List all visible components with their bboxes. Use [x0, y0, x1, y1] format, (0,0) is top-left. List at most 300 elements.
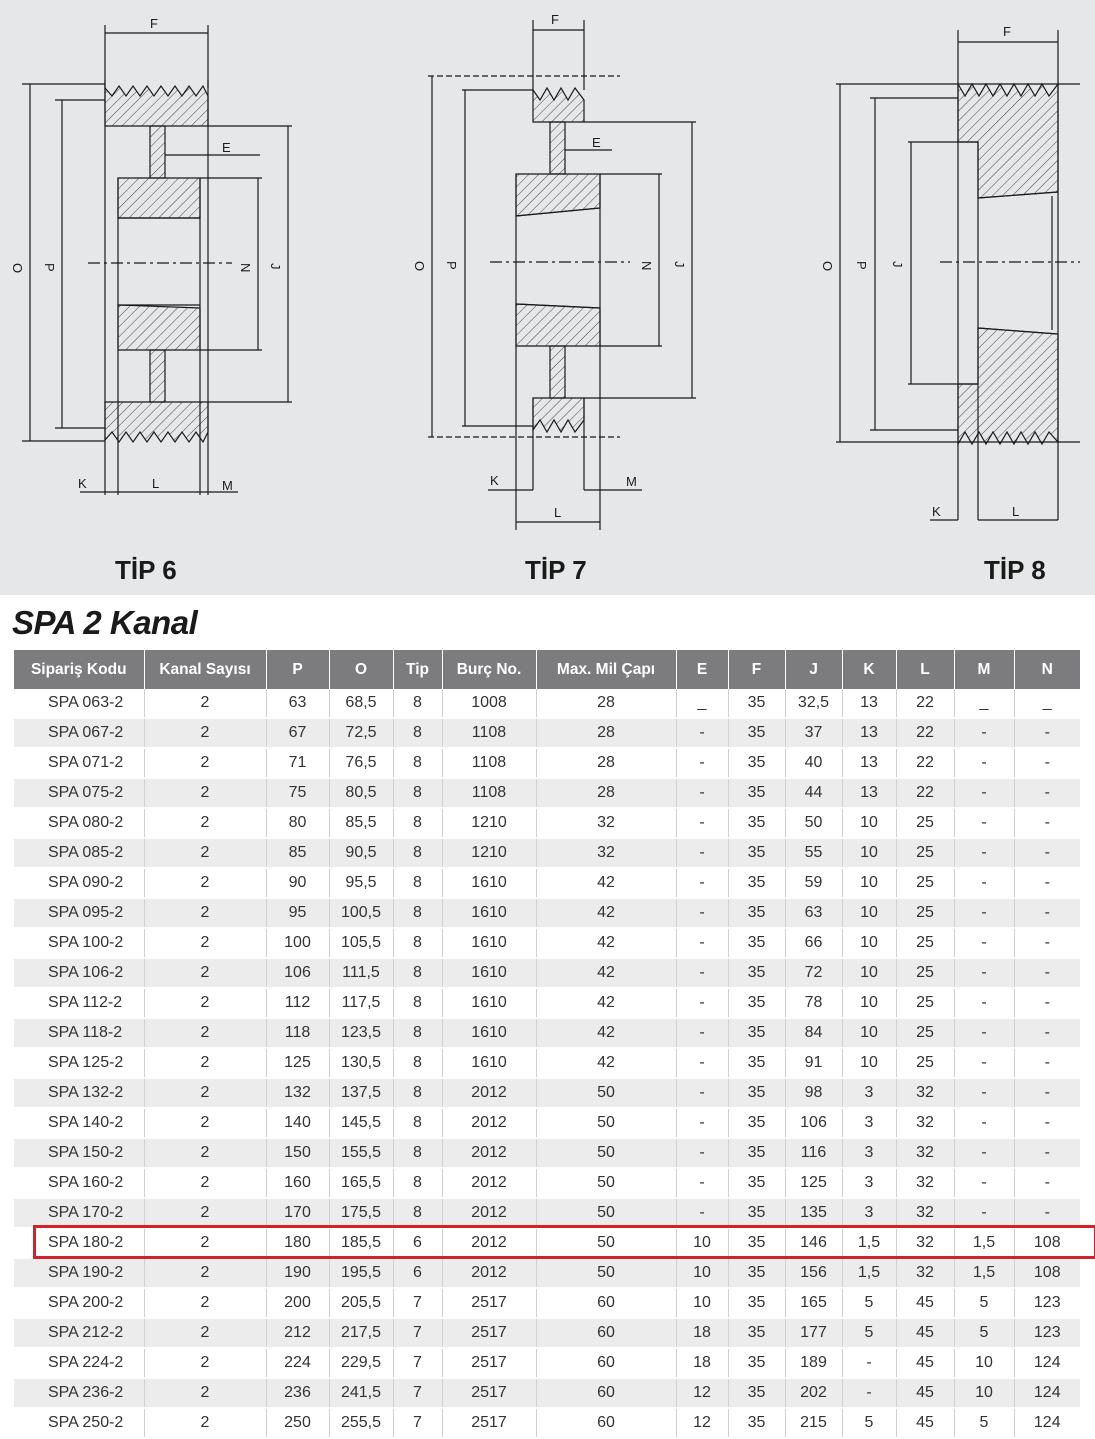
- table-cell: 108: [1014, 1258, 1080, 1288]
- table-cell: SPA 212-2: [14, 1318, 144, 1348]
- table-header-row: [14, 650, 1080, 689]
- table-cell: -: [954, 898, 1014, 928]
- table-cell: 18: [676, 1348, 728, 1378]
- table-cell: 8: [393, 868, 442, 898]
- table-cell: 2: [144, 1258, 266, 1288]
- tip7-dim-L: L: [554, 505, 562, 520]
- table-cell: 5: [842, 1408, 896, 1438]
- table-cell: 32: [896, 1168, 954, 1198]
- table-cell: 44: [785, 778, 842, 808]
- table-row: [14, 718, 1080, 748]
- table-cell: 60: [536, 1318, 676, 1348]
- table-cell: -: [676, 898, 728, 928]
- column-header: Burç No.: [442, 650, 536, 689]
- table-cell: 13: [842, 718, 896, 748]
- table-cell: 1108: [442, 778, 536, 808]
- table-cell: 2: [144, 1168, 266, 1198]
- table-cell: 22: [896, 689, 954, 718]
- table-cell: 146: [785, 1228, 842, 1258]
- table-cell: -: [676, 988, 728, 1018]
- table-cell: 95: [266, 898, 329, 928]
- table-cell: 1610: [442, 1048, 536, 1078]
- table-cell: -: [676, 718, 728, 748]
- table-cell: 84: [785, 1018, 842, 1048]
- table-row: [14, 928, 1080, 958]
- table-cell: 85,5: [329, 808, 393, 838]
- table-cell: 25: [896, 808, 954, 838]
- table-cell: SPA 080-2: [14, 808, 144, 838]
- table-cell: 35: [728, 748, 785, 778]
- table-cell: 125: [266, 1048, 329, 1078]
- table-cell: 2012: [442, 1078, 536, 1108]
- table-cell: 42: [536, 898, 676, 928]
- table-row: [14, 1048, 1080, 1078]
- table-cell: 135: [785, 1198, 842, 1228]
- table-cell: 10: [842, 898, 896, 928]
- table-cell: SPA 125-2: [14, 1048, 144, 1078]
- table-cell: 2: [144, 1408, 266, 1438]
- table-cell: -: [1014, 1048, 1080, 1078]
- table-cell: SPA 118-2: [14, 1018, 144, 1048]
- table-cell: 32,5: [785, 689, 842, 718]
- table-cell: 205,5: [329, 1288, 393, 1318]
- tip6-dim-L: L: [152, 476, 160, 491]
- table-cell: 25: [896, 928, 954, 958]
- table-cell: 59: [785, 868, 842, 898]
- table-cell: _: [1014, 689, 1080, 718]
- table-cell: -: [842, 1378, 896, 1408]
- table-cell: 67: [266, 718, 329, 748]
- table-cell: 165: [785, 1288, 842, 1318]
- table-cell: 185,5: [329, 1228, 393, 1258]
- table-cell: 2: [144, 988, 266, 1018]
- column-header: E: [676, 650, 728, 689]
- table-cell: 28: [536, 778, 676, 808]
- table-cell: 37: [785, 718, 842, 748]
- tip6-drawing: [22, 25, 292, 495]
- table-cell: 5: [954, 1408, 1014, 1438]
- table-cell: 2: [144, 1018, 266, 1048]
- table-cell: SPA 180-2: [14, 1228, 144, 1258]
- table-row: [14, 958, 1080, 988]
- table-cell: 42: [536, 958, 676, 988]
- table-cell: _: [954, 689, 1014, 718]
- table-row: [14, 1378, 1080, 1408]
- tip6-dim-F: F: [150, 16, 158, 31]
- table-cell: 1610: [442, 898, 536, 928]
- table-cell: 2: [144, 1378, 266, 1408]
- table-cell: -: [1014, 718, 1080, 748]
- table-cell: 8: [393, 898, 442, 928]
- column-header: Max. Mil Çapı: [536, 650, 676, 689]
- table-cell: 1,5: [954, 1228, 1014, 1258]
- table-cell: 80: [266, 808, 329, 838]
- table-cell: 2517: [442, 1288, 536, 1318]
- table-cell: 35: [728, 1408, 785, 1438]
- table-cell: 71: [266, 748, 329, 778]
- tip8-dim-L: L: [1012, 504, 1020, 519]
- tip8-drawing: [836, 30, 1080, 520]
- table-cell: 112: [266, 988, 329, 1018]
- column-header: Kanal Sayısı: [144, 650, 266, 689]
- table-cell: 7: [393, 1348, 442, 1378]
- table-row: [14, 808, 1080, 838]
- column-header: Tip: [393, 650, 442, 689]
- table-cell: 28: [536, 689, 676, 718]
- table-cell: 91: [785, 1048, 842, 1078]
- table-cell: -: [676, 1048, 728, 1078]
- table-cell: 35: [728, 928, 785, 958]
- table-cell: 35: [728, 958, 785, 988]
- table-cell: 123: [1014, 1288, 1080, 1318]
- table-cell: 155,5: [329, 1138, 393, 1168]
- table-cell: 215: [785, 1408, 842, 1438]
- table-cell: 32: [896, 1078, 954, 1108]
- table-row: [14, 778, 1080, 808]
- table-row: [14, 1318, 1080, 1348]
- table-body: [14, 689, 1080, 1438]
- table-cell: 255,5: [329, 1408, 393, 1438]
- table-cell: 8: [393, 1078, 442, 1108]
- table-cell: 2517: [442, 1348, 536, 1378]
- table-cell: 202: [785, 1378, 842, 1408]
- table-cell: 118: [266, 1018, 329, 1048]
- table-cell: -: [1014, 748, 1080, 778]
- table-cell: 10: [676, 1288, 728, 1318]
- table-cell: 10: [842, 838, 896, 868]
- table-cell: SPA 085-2: [14, 838, 144, 868]
- table-cell: 1,5: [842, 1228, 896, 1258]
- table-cell: 130,5: [329, 1048, 393, 1078]
- table-cell: 50: [785, 808, 842, 838]
- table-cell: 35: [728, 1258, 785, 1288]
- table-cell: 100: [266, 928, 329, 958]
- table-cell: 2012: [442, 1198, 536, 1228]
- table-row: [14, 1408, 1080, 1438]
- table-cell: 35: [728, 689, 785, 718]
- table-cell: 10: [842, 988, 896, 1018]
- table-cell: -: [676, 1198, 728, 1228]
- table-cell: SPA 075-2: [14, 778, 144, 808]
- tip8-dim-F: F: [1003, 24, 1011, 39]
- table-cell: 3: [842, 1108, 896, 1138]
- table-cell: 10: [676, 1258, 728, 1288]
- diagram-panel: [0, 0, 1095, 595]
- tip7-dim-M: M: [626, 474, 637, 489]
- table-cell: -: [954, 748, 1014, 778]
- table-cell: 32: [896, 1108, 954, 1138]
- table-cell: 10: [842, 958, 896, 988]
- table-cell: -: [1014, 1108, 1080, 1138]
- table-cell: -: [676, 1018, 728, 1048]
- table-row: [14, 988, 1080, 1018]
- column-header: Sipariş Kodu: [14, 650, 144, 689]
- table-cell: 78: [785, 988, 842, 1018]
- table-cell: 2: [144, 808, 266, 838]
- table-cell: 1108: [442, 718, 536, 748]
- table-cell: 8: [393, 1018, 442, 1048]
- table-cell: SPA 112-2: [14, 988, 144, 1018]
- table-cell: 18: [676, 1318, 728, 1348]
- table-cell: 190: [266, 1258, 329, 1288]
- table-cell: 35: [728, 1318, 785, 1348]
- tip8-dim-O: O: [820, 261, 835, 272]
- table-cell: 241,5: [329, 1378, 393, 1408]
- table-cell: -: [1014, 898, 1080, 928]
- table-cell: 3: [842, 1168, 896, 1198]
- table-cell: 35: [728, 838, 785, 868]
- tip7-dim-O: O: [412, 261, 427, 272]
- table-cell: 13: [842, 689, 896, 718]
- table-cell: SPA 063-2: [14, 689, 144, 718]
- table-cell: 10: [842, 868, 896, 898]
- tip8-dim-K: K: [932, 504, 941, 519]
- table-cell: 42: [536, 868, 676, 898]
- table-row: [14, 868, 1080, 898]
- table-cell: 6: [393, 1258, 442, 1288]
- table-cell: 2012: [442, 1108, 536, 1138]
- table-cell: 7: [393, 1408, 442, 1438]
- table-cell: 10: [842, 1018, 896, 1048]
- table-cell: 35: [728, 778, 785, 808]
- table-cell: 80,5: [329, 778, 393, 808]
- table-cell: 13: [842, 748, 896, 778]
- table-cell: 35: [728, 1108, 785, 1138]
- table-row: [14, 1288, 1080, 1318]
- table-cell: 35: [728, 1288, 785, 1318]
- table-cell: 145,5: [329, 1108, 393, 1138]
- table-cell: -: [1014, 1198, 1080, 1228]
- table-cell: 95,5: [329, 868, 393, 898]
- table-cell: 123: [1014, 1318, 1080, 1348]
- table-cell: 68,5: [329, 689, 393, 718]
- table-cell: 165,5: [329, 1168, 393, 1198]
- table-cell: SPA 095-2: [14, 898, 144, 928]
- table-cell: 10: [954, 1348, 1014, 1378]
- tip6-dim-K: K: [78, 476, 87, 491]
- table-cell: 35: [728, 1228, 785, 1258]
- table-cell: SPA 100-2: [14, 928, 144, 958]
- table-cell: 160: [266, 1168, 329, 1198]
- table-cell: 35: [728, 1198, 785, 1228]
- table-cell: -: [954, 1108, 1014, 1138]
- table-cell: -: [1014, 868, 1080, 898]
- table-cell: 175,5: [329, 1198, 393, 1228]
- table-cell: 50: [536, 1168, 676, 1198]
- spec-table: [14, 650, 1080, 1439]
- table-cell: 150: [266, 1138, 329, 1168]
- tip6-dim-P: P: [42, 263, 57, 272]
- table-cell: 7: [393, 1378, 442, 1408]
- table-cell: -: [954, 718, 1014, 748]
- table-row: [14, 1198, 1080, 1228]
- table-cell: 22: [896, 748, 954, 778]
- table-cell: 25: [896, 958, 954, 988]
- table-cell: 116: [785, 1138, 842, 1168]
- table-cell: 50: [536, 1258, 676, 1288]
- table-cell: 42: [536, 928, 676, 958]
- table-cell: 85: [266, 838, 329, 868]
- table-cell: 3: [842, 1198, 896, 1228]
- table-cell: 140: [266, 1108, 329, 1138]
- table-cell: 12: [676, 1378, 728, 1408]
- table-cell: 2012: [442, 1138, 536, 1168]
- table-cell: 8: [393, 778, 442, 808]
- table-cell: 100,5: [329, 898, 393, 928]
- table-cell: 1,5: [954, 1258, 1014, 1288]
- table-cell: -: [954, 1048, 1014, 1078]
- table-cell: -: [676, 838, 728, 868]
- table-cell: 32: [896, 1138, 954, 1168]
- table-cell: -: [954, 988, 1014, 1018]
- column-header: M: [954, 650, 1014, 689]
- table-cell: 32: [896, 1198, 954, 1228]
- table-cell: 2: [144, 1318, 266, 1348]
- table-cell: 32: [536, 838, 676, 868]
- table-cell: -: [1014, 928, 1080, 958]
- table-cell: 170: [266, 1198, 329, 1228]
- table-cell: 35: [728, 868, 785, 898]
- table-cell: -: [676, 808, 728, 838]
- table-cell: -: [676, 778, 728, 808]
- table-cell: -: [676, 928, 728, 958]
- table-cell: 2: [144, 898, 266, 928]
- table-cell: 6: [393, 1228, 442, 1258]
- table-cell: 45: [896, 1318, 954, 1348]
- tip8-dim-J: J: [890, 261, 905, 268]
- table-cell: SPA 224-2: [14, 1348, 144, 1378]
- table-cell: 60: [536, 1408, 676, 1438]
- table-cell: 180: [266, 1228, 329, 1258]
- table-cell: SPA 170-2: [14, 1198, 144, 1228]
- table-cell: 8: [393, 689, 442, 718]
- table-cell: 10: [842, 1048, 896, 1078]
- table-cell: 60: [536, 1288, 676, 1318]
- table-cell: SPA 106-2: [14, 958, 144, 988]
- column-header: O: [329, 650, 393, 689]
- table-cell: 35: [728, 1078, 785, 1108]
- table-cell: -: [1014, 778, 1080, 808]
- tip6-dim-E: E: [222, 140, 231, 155]
- table-cell: 1008: [442, 689, 536, 718]
- table-cell: 250: [266, 1408, 329, 1438]
- table-cell: -: [954, 1168, 1014, 1198]
- table-cell: 90,5: [329, 838, 393, 868]
- table-row-highlighted: [14, 1258, 1080, 1288]
- table-row: [14, 1138, 1080, 1168]
- table-cell: 2: [144, 1288, 266, 1318]
- table-cell: 22: [896, 778, 954, 808]
- table-cell: 2517: [442, 1378, 536, 1408]
- table-cell: -: [954, 1078, 1014, 1108]
- table-cell: _: [676, 689, 728, 718]
- table-cell: 106: [266, 958, 329, 988]
- table-cell: 2: [144, 1138, 266, 1168]
- table-cell: 45: [896, 1288, 954, 1318]
- table-cell: 1210: [442, 838, 536, 868]
- table-cell: 5: [842, 1288, 896, 1318]
- table-cell: -: [954, 808, 1014, 838]
- table-cell: -: [676, 1078, 728, 1108]
- table-cell: 10: [954, 1378, 1014, 1408]
- tip7-dim-N: N: [639, 261, 654, 271]
- table-cell: -: [1014, 838, 1080, 868]
- table-cell: 3: [842, 1078, 896, 1108]
- table-cell: 2: [144, 1198, 266, 1228]
- table-cell: -: [1014, 988, 1080, 1018]
- table-cell: -: [954, 1198, 1014, 1228]
- table-cell: 2: [144, 1228, 266, 1258]
- table-cell: -: [954, 958, 1014, 988]
- table-cell: 50: [536, 1078, 676, 1108]
- table-cell: 50: [536, 1228, 676, 1258]
- table-cell: -: [676, 1138, 728, 1168]
- table-cell: -: [954, 868, 1014, 898]
- table-cell: SPA 200-2: [14, 1288, 144, 1318]
- table-cell: 2: [144, 868, 266, 898]
- table-cell: 8: [393, 988, 442, 1018]
- table-cell: 1210: [442, 808, 536, 838]
- table-cell: -: [676, 1108, 728, 1138]
- table-cell: 7: [393, 1318, 442, 1348]
- tip7-dim-P: P: [444, 261, 459, 270]
- table-cell: 117,5: [329, 988, 393, 1018]
- table-cell: 60: [536, 1378, 676, 1408]
- table-cell: 105,5: [329, 928, 393, 958]
- table-cell: SPA 067-2: [14, 718, 144, 748]
- table-cell: -: [954, 928, 1014, 958]
- table-cell: 45: [896, 1348, 954, 1378]
- table-cell: 13: [842, 778, 896, 808]
- table-cell: 32: [896, 1258, 954, 1288]
- table-cell: 32: [536, 808, 676, 838]
- table-cell: -: [676, 748, 728, 778]
- table-cell: -: [954, 1138, 1014, 1168]
- table-cell: 2012: [442, 1258, 536, 1288]
- table-cell: 66: [785, 928, 842, 958]
- tip6-dim-J: J: [268, 263, 283, 270]
- table-cell: 8: [393, 1138, 442, 1168]
- table-cell: 137,5: [329, 1078, 393, 1108]
- table-cell: 217,5: [329, 1318, 393, 1348]
- table-cell: SPA 190-2: [14, 1258, 144, 1288]
- column-header: L: [896, 650, 954, 689]
- table-cell: 229,5: [329, 1348, 393, 1378]
- table-cell: 35: [728, 988, 785, 1018]
- tip7-dim-K: K: [490, 473, 499, 488]
- table-cell: -: [676, 1168, 728, 1198]
- table-cell: 35: [728, 1378, 785, 1408]
- table-cell: 28: [536, 748, 676, 778]
- table-cell: -: [1014, 1018, 1080, 1048]
- table-cell: 1610: [442, 958, 536, 988]
- table-cell: SPA 071-2: [14, 748, 144, 778]
- table-cell: 10: [842, 808, 896, 838]
- table-cell: 2: [144, 1108, 266, 1138]
- table-cell: 123,5: [329, 1018, 393, 1048]
- table-cell: SPA 250-2: [14, 1408, 144, 1438]
- table-cell: 22: [896, 718, 954, 748]
- table-cell: 7: [393, 1288, 442, 1318]
- table-cell: -: [1014, 1078, 1080, 1108]
- table-cell: 2: [144, 1048, 266, 1078]
- table-cell: -: [954, 1018, 1014, 1048]
- table-cell: 1610: [442, 1018, 536, 1048]
- table-cell: -: [1014, 808, 1080, 838]
- table-cell: 212: [266, 1318, 329, 1348]
- table-cell: 50: [536, 1198, 676, 1228]
- table-cell: 50: [536, 1108, 676, 1138]
